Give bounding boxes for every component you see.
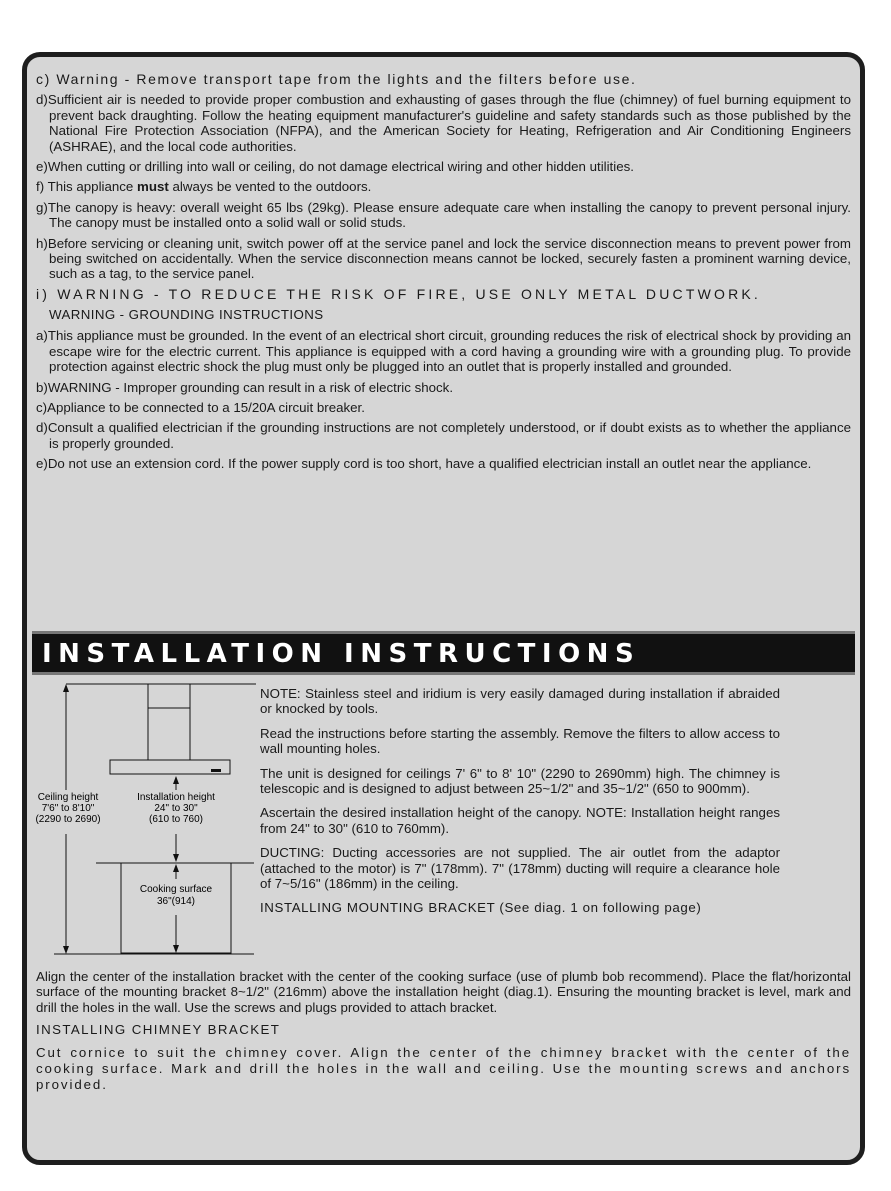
ceiling-height-label: Ceiling height: [37, 792, 99, 803]
installation-height-label: Installation height: [137, 792, 215, 803]
arrow-ceiling-up: [63, 684, 69, 692]
installation-notes: [260, 686, 780, 925]
ceiling-height-range: 7'6" to 8'10": [41, 803, 95, 814]
mounting-bracket-heading: INSTALLING MOUNTING BRACKET (See diag. 1 on following page): [260, 900, 702, 916]
installation-height-range: 24" to 30": [154, 803, 198, 814]
diagram-svg: [36, 680, 258, 960]
arrow-install-down: [173, 854, 179, 862]
grounding-e: e)Do not use an extension cord. If the power supply cord is too short, have a qualified electrician install an outlet near the appliance.: [36, 456, 812, 472]
grounding-a: a)This appliance must be grounded. In the event of an electrical short circuit, grounding reduces the risk of electrical shock by providing an escape wire for the electric current. This appliance is equipped with a cord having a grounding wire with a grounding plug. To provide protection against electric shock the plug must only be plugged into an outlet that is properly installed and grounded.: [36, 328, 851, 375]
warnings-section: [36, 72, 851, 477]
banner-title: INSTALLATION INSTRUCTIONS: [42, 639, 641, 669]
warning-f: [36, 179, 851, 194]
warning-i: i) WARNING - TO REDUCE THE RISK OF FIRE, USE ONLY METAL DUCTWORK.: [36, 285, 762, 302]
align-bracket-text: Align the center of the installation bracket with the center of the cooking surface (use of plumb bob recommend). Place the flat/horizontal surface of the mounting bracket 8~1/2" (216mm) above the installation height (diag.1). Ensuring the mounting bracket is level, mark and drill the holes in the wall. Use the screws and plugs provided to attach bracket.: [36, 969, 851, 1015]
arrow-install-up: [173, 776, 179, 784]
grounding-b: b)WARNING - Improper grounding can result in a risk of electric shock.: [36, 379, 454, 395]
warning-h: h)Before servicing or cleaning unit, switch power off at the service panel and lock the service disconnection means to prevent power from being switched on accidentally. When the service disconnection means cannot be locked, securely fasten a prominent warning device, such as a tag, to the service panel.: [36, 235, 851, 282]
arrow-ceiling-down: [63, 946, 69, 954]
arrow-cook-up: [173, 864, 179, 872]
ceiling-height-metric: (2290 to 2690): [36, 814, 101, 825]
note-stainless: NOTE: Stainless steel and iridium is very easily damaged during installation if abraided or knocked by tools.: [260, 686, 780, 717]
note-ceiling-range: The unit is designed for ceilings 7' 6" to 8' 10" (2290 to 2690mm) high. The chimney is telescopic and is designed to adjust between 25~1/2" and 35~1/2" (650 to 900mm).: [260, 765, 780, 797]
grounding-d: d)Consult a qualified electrician if the grounding instructions are not completely understood, or if doubt exists as to whether the appliance is properly grounded.: [36, 420, 851, 451]
warning-c: c) Warning - Remove transport tape from the lights and the filters before use.: [36, 71, 637, 87]
cooking-surface-label: Cooking surface: [139, 884, 213, 895]
warning-e: e)When cutting or drilling into wall or ceiling, do not damage electrical wiring and other hidden utilities.: [36, 159, 634, 175]
canopy-control: [211, 769, 221, 772]
installation-diagram: [36, 680, 258, 960]
warning-f-bold: must: [137, 179, 169, 195]
installation-steps: [36, 969, 851, 1100]
chimney-upper: [148, 684, 190, 760]
grounding-heading: WARNING - GROUNDING INSTRUCTIONS: [49, 307, 324, 323]
note-ducting: DUCTING: Ducting accessories are not supplied. The air outlet from the adaptor (attached to the motor) is 7" (178mm). 7" (178mm) ducting will require a clearance hole of 7~5/16" (186mm) in the ceiling.: [260, 845, 780, 892]
grounding-c: c)Appliance to be connected to a 15/20A circuit breaker.: [36, 399, 365, 415]
installation-banner: [32, 631, 855, 675]
cooking-surface-value: 36"(914): [156, 896, 196, 907]
note-installation-height: Ascertain the desired installation height of the canopy. NOTE: Installation height ranges from 24" to 30" (610 to 760mm).: [260, 805, 780, 836]
arrow-cook-down: [173, 945, 179, 953]
chimney-bracket-heading: INSTALLING CHIMNEY BRACKET: [36, 1022, 281, 1038]
warning-d: d)Sufficient air is needed to provide proper combustion and exhausting of gases through the flue (chimney) of fuel burning equipment to prevent back draughting. Follow the heating equipment manufacturer's guideline and safety standards such as those published by the National Fire Protection Association (NFPA), and the American Society for Heating, Refrigeration and Air Conditioning Engineers (ASHRAE), and the local code authorities.: [36, 92, 851, 154]
note-read-instructions: Read the instructions before starting the assembly. Remove the filters to allow access to wall mounting holes.: [260, 725, 780, 757]
chimney-bracket-text: Cut cornice to suit the chimney cover. Align the center of the chimney bracket with the center of the cooking surface. Mark and drill the holes in the wall and ceiling. Use the mounting screws and anchors provided.: [36, 1044, 851, 1092]
warning-g: g)The canopy is heavy: overall weight 65 lbs (29kg). Please ensure adequate care when installing the canopy to prevent personal injury. The canopy must be installed onto a solid wall or solid studs.: [36, 199, 851, 231]
warning-f-post: always be vented to the outdoors.: [168, 179, 372, 195]
installation-height-metric: (610 to 760): [149, 814, 203, 825]
warning-f-pre: f) This appliance: [36, 179, 138, 195]
